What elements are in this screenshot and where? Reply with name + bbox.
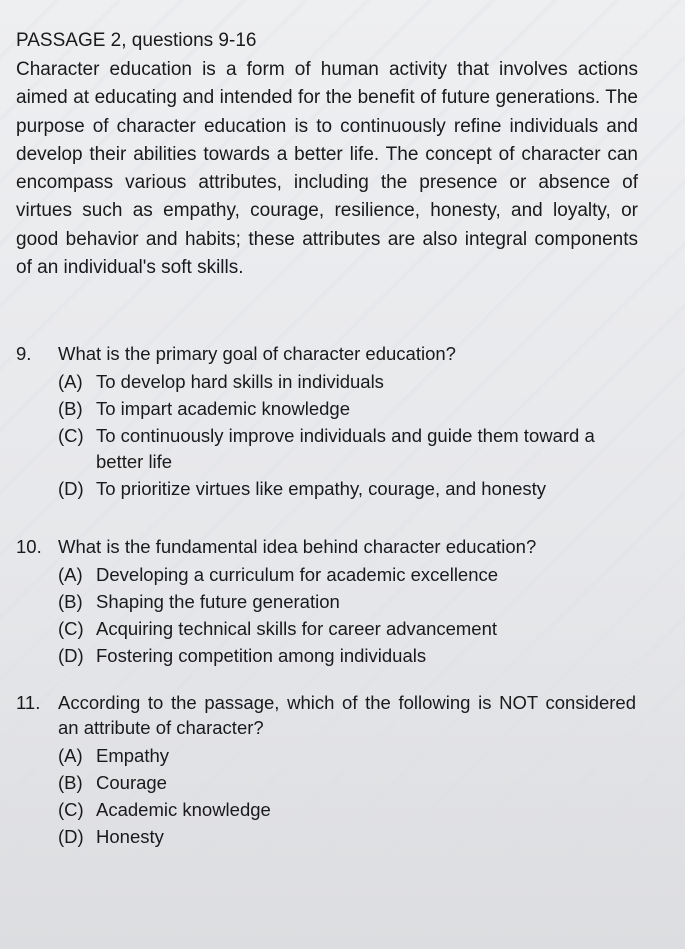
- question-stem: [16, 534, 636, 559]
- option-d: [58, 476, 636, 502]
- option-d: [58, 643, 636, 669]
- option-c: [58, 616, 636, 642]
- question-11: [16, 690, 636, 851]
- option-text: To develop hard skills in individuals: [96, 371, 384, 392]
- option-text: Developing a curriculum for academic excellence: [96, 564, 499, 585]
- passage-text: Character education is a form of human activity that involves actions aimed at educating and intended for the benefit of future generations. The purpose of character education is to continuously refine individuals and develop their abilities towards a better life. The concept of character can encompass various attributes, including the presence or absence of virtues such as empathy, courage, resilience, honesty, and loyalty, or good behavior and habits; these attributes are also integral components of an individual's soft skills.: [16, 59, 638, 279]
- question-number: 10.: [16, 536, 42, 557]
- option-letter: (C): [58, 618, 84, 639]
- option-letter: (D): [58, 645, 84, 666]
- option-text: To impart academic knowledge: [96, 398, 350, 419]
- question-number: 11.: [16, 692, 41, 713]
- option-letter: (B): [58, 772, 83, 793]
- option-letter: (C): [58, 425, 84, 446]
- question-text: What is the fundamental idea behind character education?: [58, 536, 537, 557]
- answer-options: [58, 743, 636, 850]
- option-text: Fostering competition among individuals: [96, 645, 427, 666]
- option-a: [58, 562, 636, 588]
- answer-options: [58, 369, 636, 501]
- option-d: [58, 824, 636, 850]
- passage-title: PASSAGE 2, questions 9-16: [16, 30, 257, 51]
- option-a: [58, 369, 636, 395]
- option-letter: (A): [58, 371, 83, 392]
- option-text: To prioritize virtues like empathy, courage, and honesty: [96, 477, 547, 499]
- option-text: Empathy: [96, 745, 170, 766]
- option-b: [58, 589, 636, 615]
- option-letter: (B): [58, 398, 83, 419]
- passage: [16, 28, 638, 282]
- question-10: [16, 534, 636, 670]
- answer-options: [58, 562, 636, 669]
- option-text: Acquiring technical skills for career advancement: [96, 618, 498, 639]
- question-9: [16, 341, 636, 503]
- option-letter: (D): [58, 826, 84, 847]
- option-c: [58, 423, 636, 474]
- question-number: 9.: [16, 343, 32, 364]
- question-stem: [16, 341, 636, 366]
- option-text: Shaping the future generation: [96, 591, 340, 612]
- question-text: What is the primary goal of character education?: [58, 343, 456, 364]
- option-letter: (A): [58, 564, 83, 585]
- option-letter: (D): [58, 477, 84, 499]
- option-letter: (A): [58, 745, 83, 766]
- option-letter: (B): [58, 591, 83, 612]
- option-a: [58, 743, 636, 769]
- option-text: Academic knowledge: [96, 799, 271, 820]
- question-text: According to the passage, which of the following is NOT considered an attribute of character?: [58, 692, 636, 738]
- option-text: Honesty: [96, 826, 164, 847]
- option-b: [58, 770, 636, 796]
- option-c: [58, 797, 636, 823]
- question-stem: [16, 690, 636, 740]
- option-letter: (C): [58, 799, 84, 820]
- option-text: To continuously improve individuals and guide them toward a better life: [96, 425, 595, 472]
- option-text: Courage: [96, 772, 167, 793]
- option-b: [58, 396, 636, 422]
